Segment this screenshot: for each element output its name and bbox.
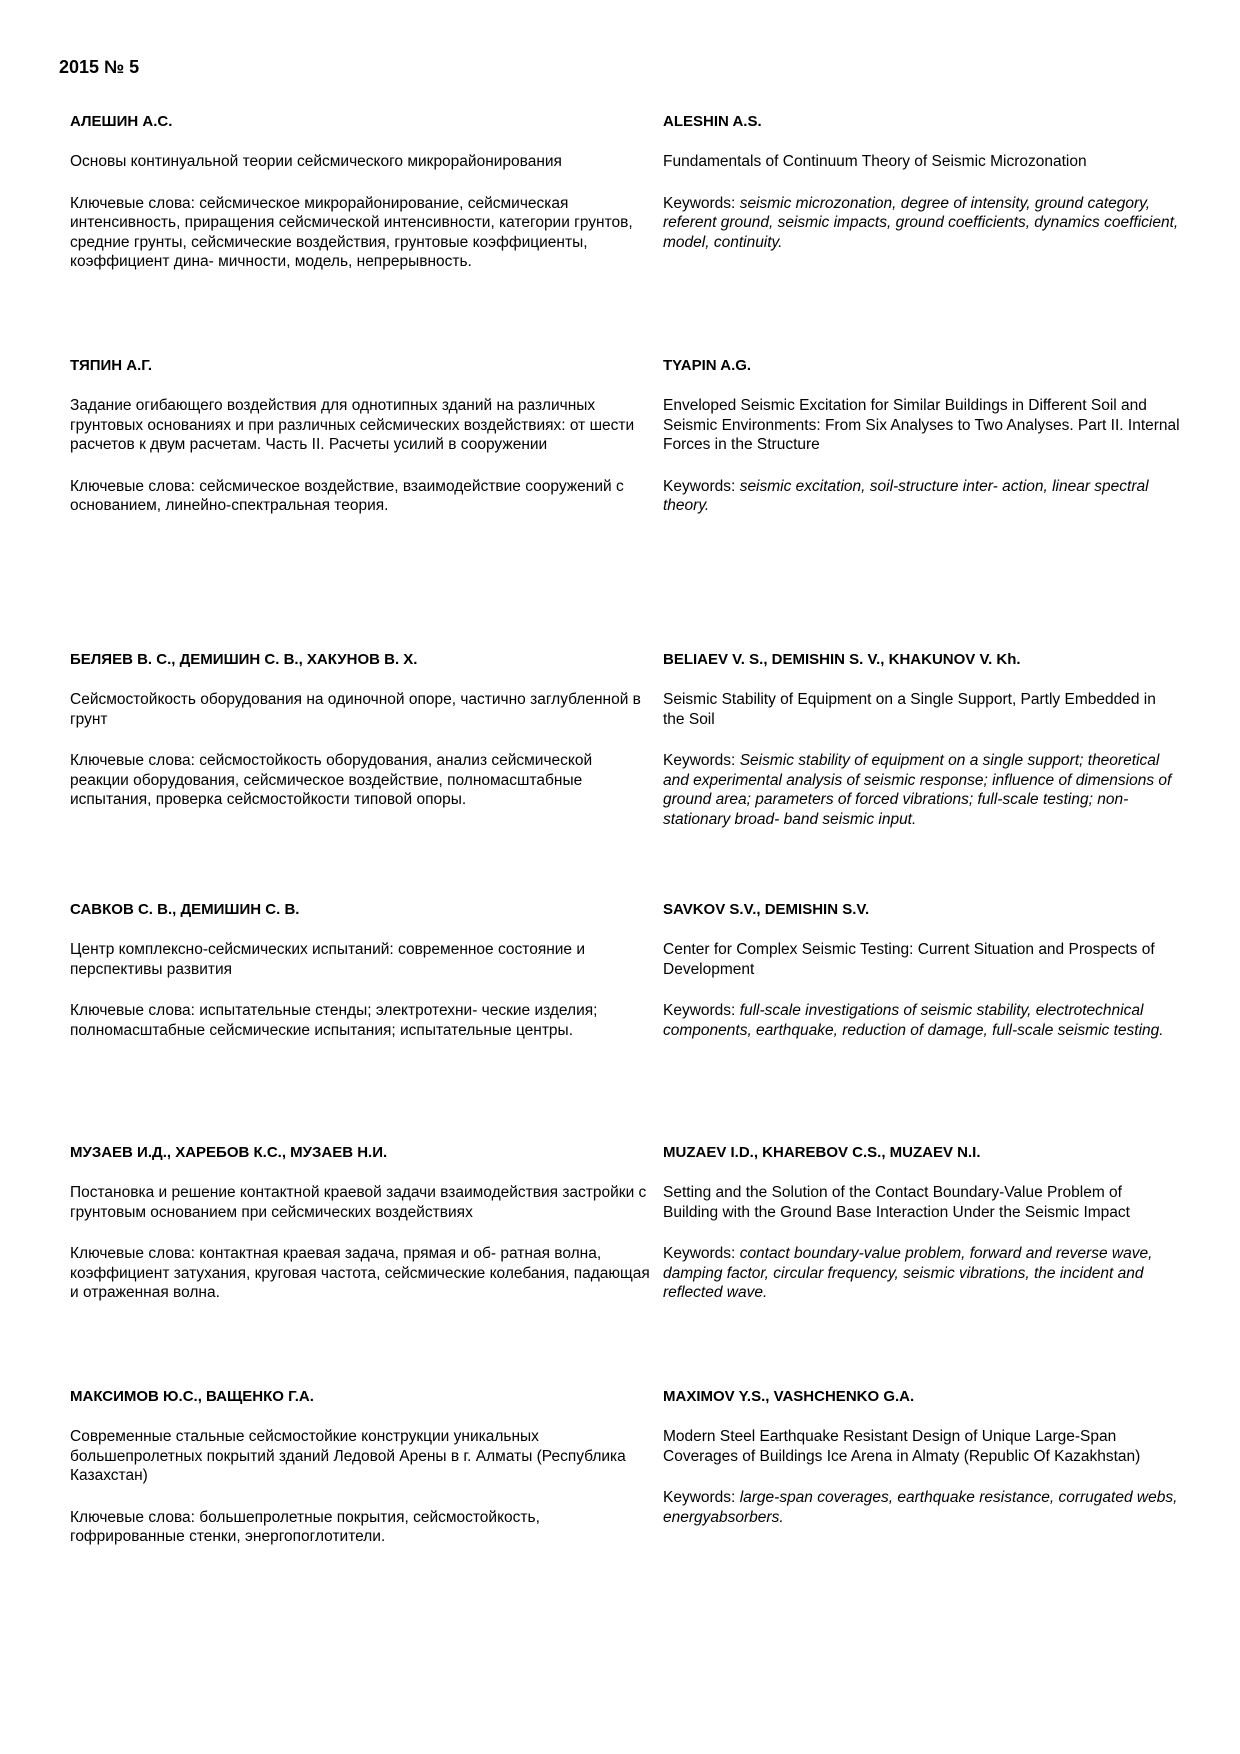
keywords-text: contact boundary-value problem, forward and reverse wave, damping factor, circular frequency, seismic vibrations, the incident and reflected wave. [663,1245,1153,1301]
title-en: Enveloped Seismic Excitation for Similar Buildings in Different Soil and Seismic Environments: From Six Analyses to Two Analyses. Part II. Internal Forces in the Structure [663,397,1180,453]
issue-header: 2015 № 5 [59,57,140,77]
keywords-en [663,1244,1181,1303]
article-en [663,1143,1181,1303]
article-en [663,1387,1181,1527]
article-ru [70,900,650,1040]
article-en [663,650,1181,829]
keywords-ru [70,1508,650,1547]
keywords-label: Keywords: [663,477,736,495]
title-ru: Задание огибающего воздействия для однотипных зданий на различных грунтовых основаниях и при различных сейсмических воздействиях: от шести расчетов к двум расчетам. Часть II. Расчеты усилий в сооружении [70,397,635,453]
authors-en: MUZAEV I.D., KHAREBOV C.S., MUZAEV N.I. [663,1144,981,1161]
authors-ru: МАКСИМОВ Ю.С., ВАЩЕНКО Г.А. [70,1388,314,1405]
title-en: Seismic Stability of Equipment on a Single Support, Partly Embedded in the Soil [663,691,1156,728]
keywords-label: Keywords: [663,1245,736,1262]
title-ru: Основы континуальной теории сейсмического микрорайонирования [70,153,562,170]
authors-en: SAVKOV S.V., DEMISHIN S.V. [663,901,870,918]
keywords-ru [70,194,650,272]
authors-ru: АЛЕШИН А.С. [70,113,173,130]
keywords-label: Ключевые слова: [70,477,195,495]
authors-ru: МУЗАЕВ И.Д., ХАРЕБОВ К.С., МУЗАЕВ Н.И. [70,1144,388,1161]
keywords-text: большепролетные покрытия, сейсмостойкость, гофрированные стенки, энергопоглотители. [70,1508,540,1545]
keywords-text: контактная краевая задача, прямая и об- ратная волна, коэффициент затухания, круговая частота, сейсмические колебания, падающая и отраженная волна. [70,1245,650,1301]
authors-ru: ТЯПИН А.Г. [70,357,153,374]
keywords-en [663,1001,1181,1040]
article-en [663,356,1181,516]
keywords-label: Ключевые слова: [70,194,195,212]
keywords-ru [70,1244,650,1303]
keywords-label: Keywords: [663,194,736,212]
article-ru [70,112,650,272]
title-ru: Центр комплексно-сейсмических испытаний: современное состояние и перспективы развития [70,941,586,978]
article-ru [70,1387,650,1547]
keywords-text: seismic microzonation, degree of intensity, ground category, referent ground, seismic impacts, ground coefficients, dynamics coefficient, model, continuity. [663,194,1179,251]
keywords-en [663,751,1181,829]
keywords-label: Ключевые слова: [70,1508,195,1526]
authors-en: ALESHIN A.S. [663,113,762,130]
keywords-text: сейсмическое воздействие, взаимодействие сооружений с основанием, линейно-спектральная теория. [70,477,624,514]
title-en: Center for Complex Seismic Testing: Current Situation and Prospects of Development [663,941,1155,978]
article-ru [70,1143,650,1303]
keywords-text: испытательные стенды; электротехни- ческие изделия; полномасштабные сейсмические испытания; испытательные центры. [70,1002,598,1039]
authors-en: MAXIMOV Y.S., VASHCHENKO G.A. [663,1388,915,1405]
keywords-text: large-span coverages, earthquake resistance, corrugated webs, energyabsorbers. [663,1489,1178,1526]
authors-ru: САВКОВ С. В., ДЕМИШИН С. В. [70,901,300,918]
keywords-ru [70,1001,650,1040]
title-en: Setting and the Solution of the Contact Boundary-Value Problem of Building with the Ground Base Interaction Under the Seismic Impact [663,1184,1130,1221]
keywords-text: сейсмическое микрорайонирование, сейсмическая интенсивность, приращения сейсмической интенсивности, категории грунтов, средние грунты, сейсмические воздействия, грунтовые коэффициенты, коэффициент дина- мичности, модель, непрерывность. [70,194,633,270]
keywords-label: Keywords: [663,1489,736,1506]
title-en: Modern Steel Earthquake Resistant Design of Unique Large-Span Coverages of Buildings Ice Arena in Almaty (Republic Of Kazakhstan) [663,1428,1141,1465]
keywords-ru [70,751,650,810]
article-ru [70,356,650,516]
article-en [663,900,1181,1040]
keywords-label: Keywords: [663,1002,736,1019]
title-ru: Постановка и решение контактной краевой задачи взаимодействия застройки с грунтовым основанием при сейсмических воздействиях [70,1184,647,1221]
keywords-text: сейсмостойкость оборудования, анализ сейсмической реакции оборудования, сейсмическое воздействие, полномасштабные испытания, проверка сейсмостойкости типовой опоры. [70,752,593,808]
keywords-en [663,477,1181,516]
authors-ru: БЕЛЯЕВ В. С., ДЕМИШИН С. В., ХАКУНОВ В. Х. [70,651,418,668]
title-en: Fundamentals of Continuum Theory of Seismic Microzonation [663,153,1087,170]
keywords-label: Ключевые слова: [70,1245,195,1262]
keywords-label: Ключевые слова: [70,1002,195,1019]
keywords-text: Seismic stability of equipment on a single support; theoretical and experimental analysis of seismic response; influence of dimensions of ground area; parameters of forced vibrations; full-scale testing; non-stationary broad- band seismic input. [663,752,1172,828]
article-ru [70,650,650,810]
keywords-en [663,194,1181,253]
article-en [663,112,1181,252]
keywords-text: full-scale investigations of seismic stability, electrotechnical components, earthquake, reduction of damage, full-scale seismic testing. [663,1002,1164,1039]
title-ru: Сейсмостойкость оборудования на одиночной опоре, частично заглубленной в грунт [70,691,641,728]
keywords-ru [70,477,650,516]
keywords-en [663,1488,1181,1527]
authors-en: BELIAEV V. S., DEMISHIN S. V., KHAKUNOV V. Kh. [663,651,1021,668]
authors-en: TYAPIN A.G. [663,357,752,374]
title-ru: Современные стальные сейсмостойкие конструкции уникальных большепролетных покрытий зданий Ледовой Арены в г. Алматы (Республика Казахстан) [70,1428,626,1484]
keywords-text: seismic excitation, soil-structure inter- action, linear spectral theory. [663,477,1149,514]
keywords-label: Ключевые слова: [70,752,195,769]
keywords-label: Keywords: [663,752,736,769]
